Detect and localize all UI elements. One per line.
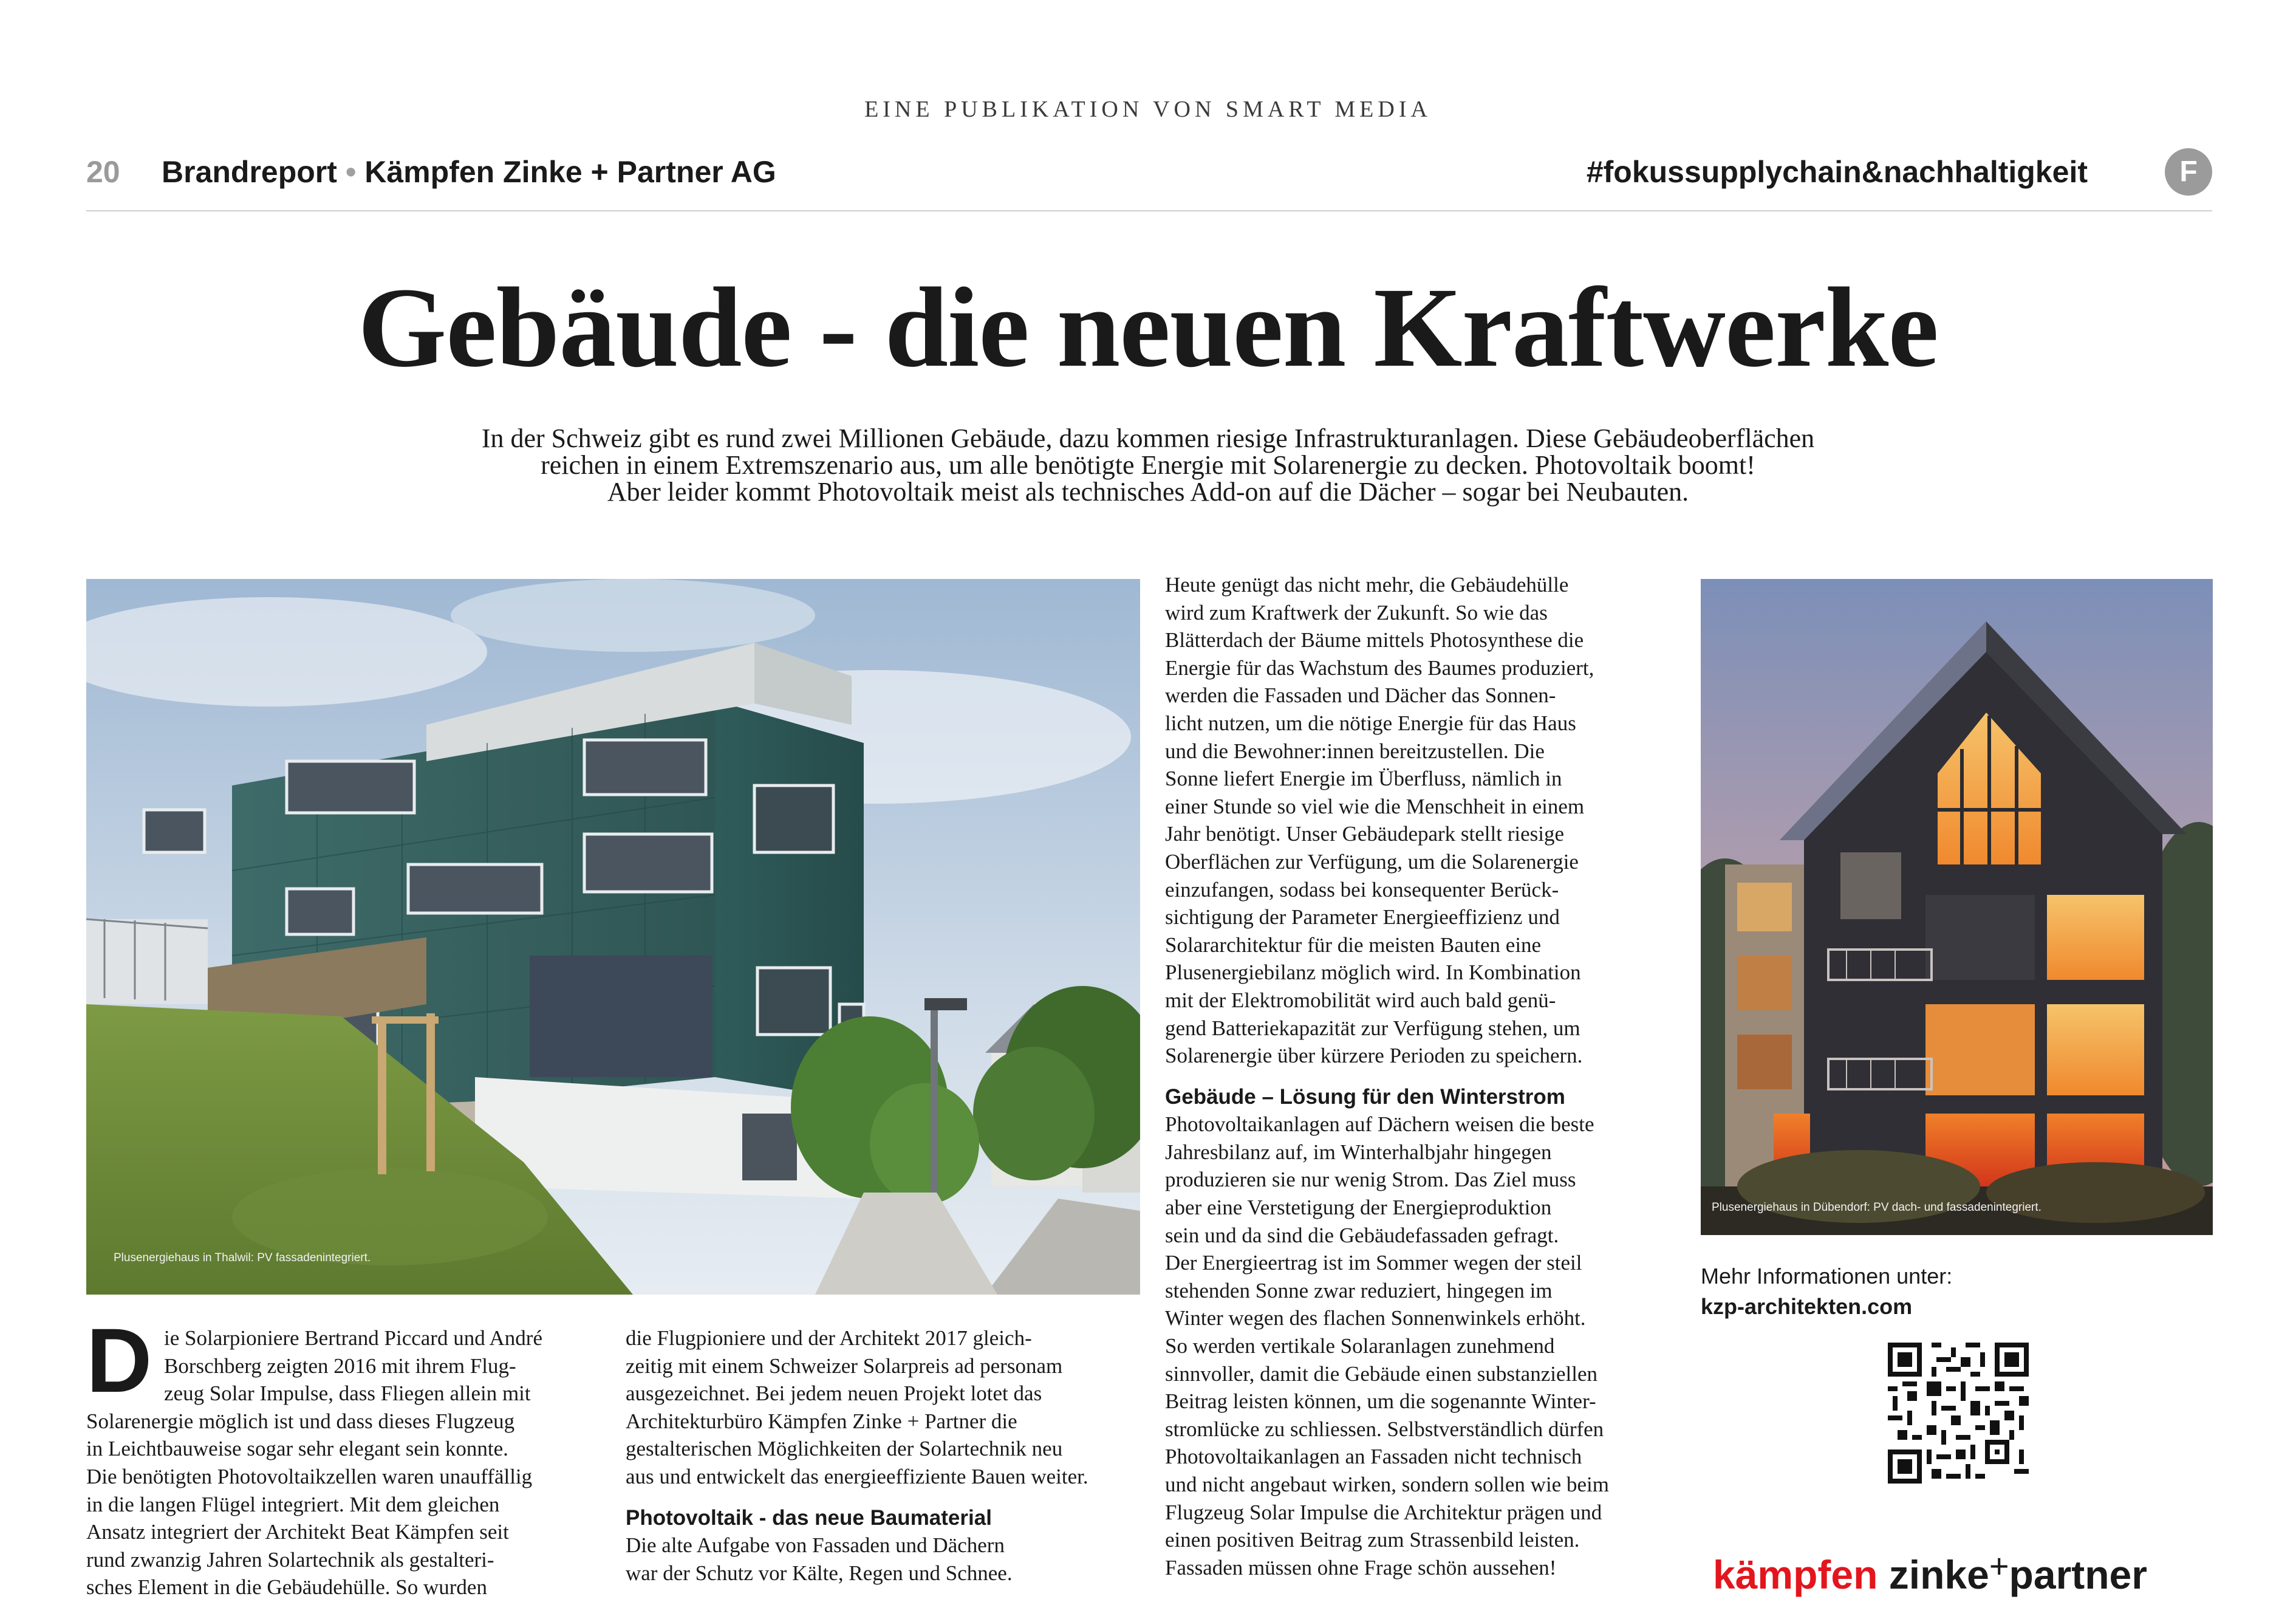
column2-line: Architekturbüro Kämpfen Zinke + Partner die [626, 1409, 1017, 1433]
column3-line: Plusenergiebilanz möglich wird. In Kombination [1165, 960, 1581, 985]
column3-line: Der Energieertrag ist im Sommer wegen der steil [1165, 1251, 1582, 1275]
logo-partner: partner [2009, 1552, 2147, 1597]
column3-line: und die Bewohner:innen bereitzustellen. Die [1165, 739, 1545, 763]
column1-line: Borschberg zeigten 2016 mit ihrem Flug- [164, 1354, 516, 1378]
photo-thalwil-image [86, 579, 1140, 1295]
column3-line: Blätterdach der Bäume mittels Photosynthese die [1165, 628, 1584, 652]
company-logo [1713, 1546, 2217, 1607]
article-column-3 [1165, 571, 1675, 1581]
column1-line: sches Element in die Gebäudehülle. So wurden [86, 1575, 487, 1600]
photo-thalwil [86, 579, 1140, 1295]
logo-zinke: zinke [1888, 1552, 1989, 1597]
column3-line: mit der Elektromobilität wird auch bald genü- [1165, 988, 1556, 1012]
lead-line: Aber leider kommt Photovoltaik meist als technisches Add-on auf die Dächer – sogar bei Neubauten. [607, 477, 1689, 507]
column3-line: produzieren sie nur wenig Strom. Das Ziel muss [1165, 1168, 1576, 1192]
column3-line: Winter wegen des flachen Sonnenwinkels erhöht. [1165, 1306, 1586, 1330]
subhead-winterstrom: Gebäude – Lösung für den Winterstrom [1165, 1084, 1565, 1109]
column3-line: sein und da sind die Gebäudefassaden gefragt. [1165, 1223, 1559, 1247]
column2-line: aus und entwickelt das energieeffiziente Bauen weiter. [626, 1464, 1088, 1488]
photo-thalwil-caption: Plusenergiehaus in Thalwil: PV fassadenintegriert. [114, 1251, 371, 1264]
photo-duebendorf-caption: Plusenergiehaus in Dübendorf: PV dach- und fassadenintegriert. [1712, 1201, 2041, 1214]
column3-line: und nicht angebaut wirken, sondern sollen wie beim [1165, 1473, 1609, 1496]
column3-line: gend Batteriekapazität zur Verfügung stehen, um [1165, 1016, 1580, 1040]
header-bar [86, 152, 2212, 200]
column2-line: gestalterischen Möglichkeiten der Solartechnik neu [626, 1437, 1063, 1461]
column3-line: stromlücke zu schliessen. Selbstverständlich dürfen [1165, 1417, 1604, 1441]
column1-line: Die benötigten Photovoltaikzellen waren unauffällig [86, 1464, 533, 1488]
column3-line: aber eine Verstetigung der Energieproduktion [1165, 1196, 1552, 1220]
lead-paragraph [364, 425, 1932, 505]
column1-line: in Leichtbauweise sogar sehr elegant sein konnte. [86, 1437, 508, 1461]
column1-line: Solarenergie möglich ist und dass dieses Flugzeug [86, 1409, 515, 1433]
qr-code-icon[interactable] [1888, 1343, 2029, 1484]
page-number: 20 [86, 155, 120, 189]
column3-line: Solarenergie über kürzere Perioden zu speichern. [1165, 1044, 1583, 1068]
column1-line: rund zwanzig Jahren Solartechnik als gestalteri- [86, 1547, 494, 1572]
column3-line: sichtigung der Parameter Energieeffizienz und [1165, 905, 1560, 929]
column1-line: ie Solarpioniere Bertrand Piccard und André [164, 1326, 542, 1350]
column3-line: Energie für das Wachstum des Baumes produziert, [1165, 655, 1594, 680]
column3-line: Photovoltaikanlagen auf Dächern weisen die beste [1165, 1112, 1594, 1137]
column3-line: Jahresbilanz auf, im Winterhalbjahr hingegen [1165, 1140, 1552, 1164]
column3-line: Heute genügt das nicht mehr, die Gebäudehülle [1165, 573, 1569, 597]
logo-kaempfen: kämpfen [1713, 1552, 1878, 1597]
hashtag: #fokussupplychain&nachhaltigkeit [1586, 155, 2088, 189]
column2-line: die Flugpioniere und der Architekt 2017 gleich- [626, 1326, 1032, 1350]
column3-line: licht nutzen, um die nötige Energie für das Haus [1165, 711, 1576, 735]
more-info-label: Mehr Informationen unter: [1701, 1264, 1953, 1289]
column3-line: Solararchitektur für die meisten Bauten eine [1165, 933, 1542, 957]
column3-line: Flugzeug Solar Impulse die Architektur prägen und [1165, 1500, 1602, 1524]
publication-badge-icon: F [2165, 148, 2212, 196]
brand-line [162, 154, 776, 190]
publication-line: EINE PUBLIKATION VON SMART MEDIA [864, 97, 1432, 122]
column2-line: Die alte Aufgabe von Fassaden und Dächern [626, 1533, 1005, 1558]
column3-line: einzufangen, sodass bei konsequenter Berück- [1165, 877, 1559, 902]
header-divider [86, 210, 2212, 211]
column3-line: sinnvoller, damit die Gebäude einen substanziellen [1165, 1361, 1597, 1386]
column1-line: Ansatz integriert der Architekt Beat Kämpfen seit [86, 1520, 509, 1544]
column2-line: zeitig mit einem Schweizer Solarpreis ad personam [626, 1354, 1063, 1378]
drop-cap: D [86, 1309, 152, 1411]
column2-line: ausgezeichnet. Bei jedem neuen Projekt lotet das [626, 1381, 1042, 1406]
photo-duebendorf-image [1701, 579, 2213, 1235]
logo-plus: + [1989, 1547, 2009, 1585]
article-column-1 [86, 1324, 586, 1601]
lead-line: In der Schweiz gibt es rund zwei Millionen Gebäude, dazu kommen riesige Infrastrukturanlagen. Diese Gebäudeoberflächen [481, 423, 1815, 453]
column3-line: Beitrag leisten können, um die sogenannte Winter- [1165, 1389, 1596, 1414]
column3-line: Sonne liefert Energie im Überfluss, nämlich in [1165, 767, 1562, 791]
column3-line: einer Stunde so viel wie die Menschheit in einem [1165, 794, 1585, 818]
brand-separator: • [345, 155, 357, 189]
qr-code-graphic [1888, 1343, 2029, 1484]
column2-line: war der Schutz vor Kälte, Regen und Schnee. [626, 1561, 1013, 1585]
column3-line: einen positiven Beitrag zum Strassenbild leisten. [1165, 1528, 1580, 1552]
column3-line: werden die Fassaden und Dächer das Sonnen- [1165, 683, 1556, 708]
website-link[interactable]: kzp-architekten.com [1701, 1294, 1913, 1319]
company-name: Kämpfen Zinke + Partner AG [364, 155, 776, 189]
column3-line: wird zum Kraftwerk der Zukunft. So wie das [1165, 600, 1548, 625]
subhead-photovoltaik: Photovoltaik - das neue Baumaterial [626, 1505, 992, 1530]
column3-line: Jahr benötigt. Unser Gebäudepark stellt riesige [1165, 822, 1565, 846]
column3-line: So werden vertikale Solaranlagen zunehmend [1165, 1334, 1555, 1358]
headline: Gebäude - die neuen Kraftwerke [358, 264, 1938, 391]
column3-line: Oberflächen zur Verfügung, um die Solarenergie [1165, 849, 1579, 874]
photo-duebendorf [1701, 579, 2213, 1235]
column1-line: zeug Solar Impulse, dass Fliegen allein mit [164, 1381, 531, 1406]
column3-line: stehenden Sonne zwar reduziert, hingegen im [1165, 1278, 1553, 1302]
column1-line: in die langen Flügel integriert. Mit dem gleichen [86, 1492, 500, 1516]
brand-label: Brandreport [162, 155, 337, 189]
column3-line: Photovoltaikanlagen an Fassaden nicht technisch [1165, 1445, 1582, 1469]
lead-line: reichen in einem Extremszenario aus, um alle benötigte Energie mit Solarenergie zu decken. Photovoltaik boomt! [541, 450, 1755, 480]
column3-line: Fassaden müssen ohne Frage schön aussehen! [1165, 1555, 1557, 1580]
article-column-2 [626, 1324, 1130, 1587]
